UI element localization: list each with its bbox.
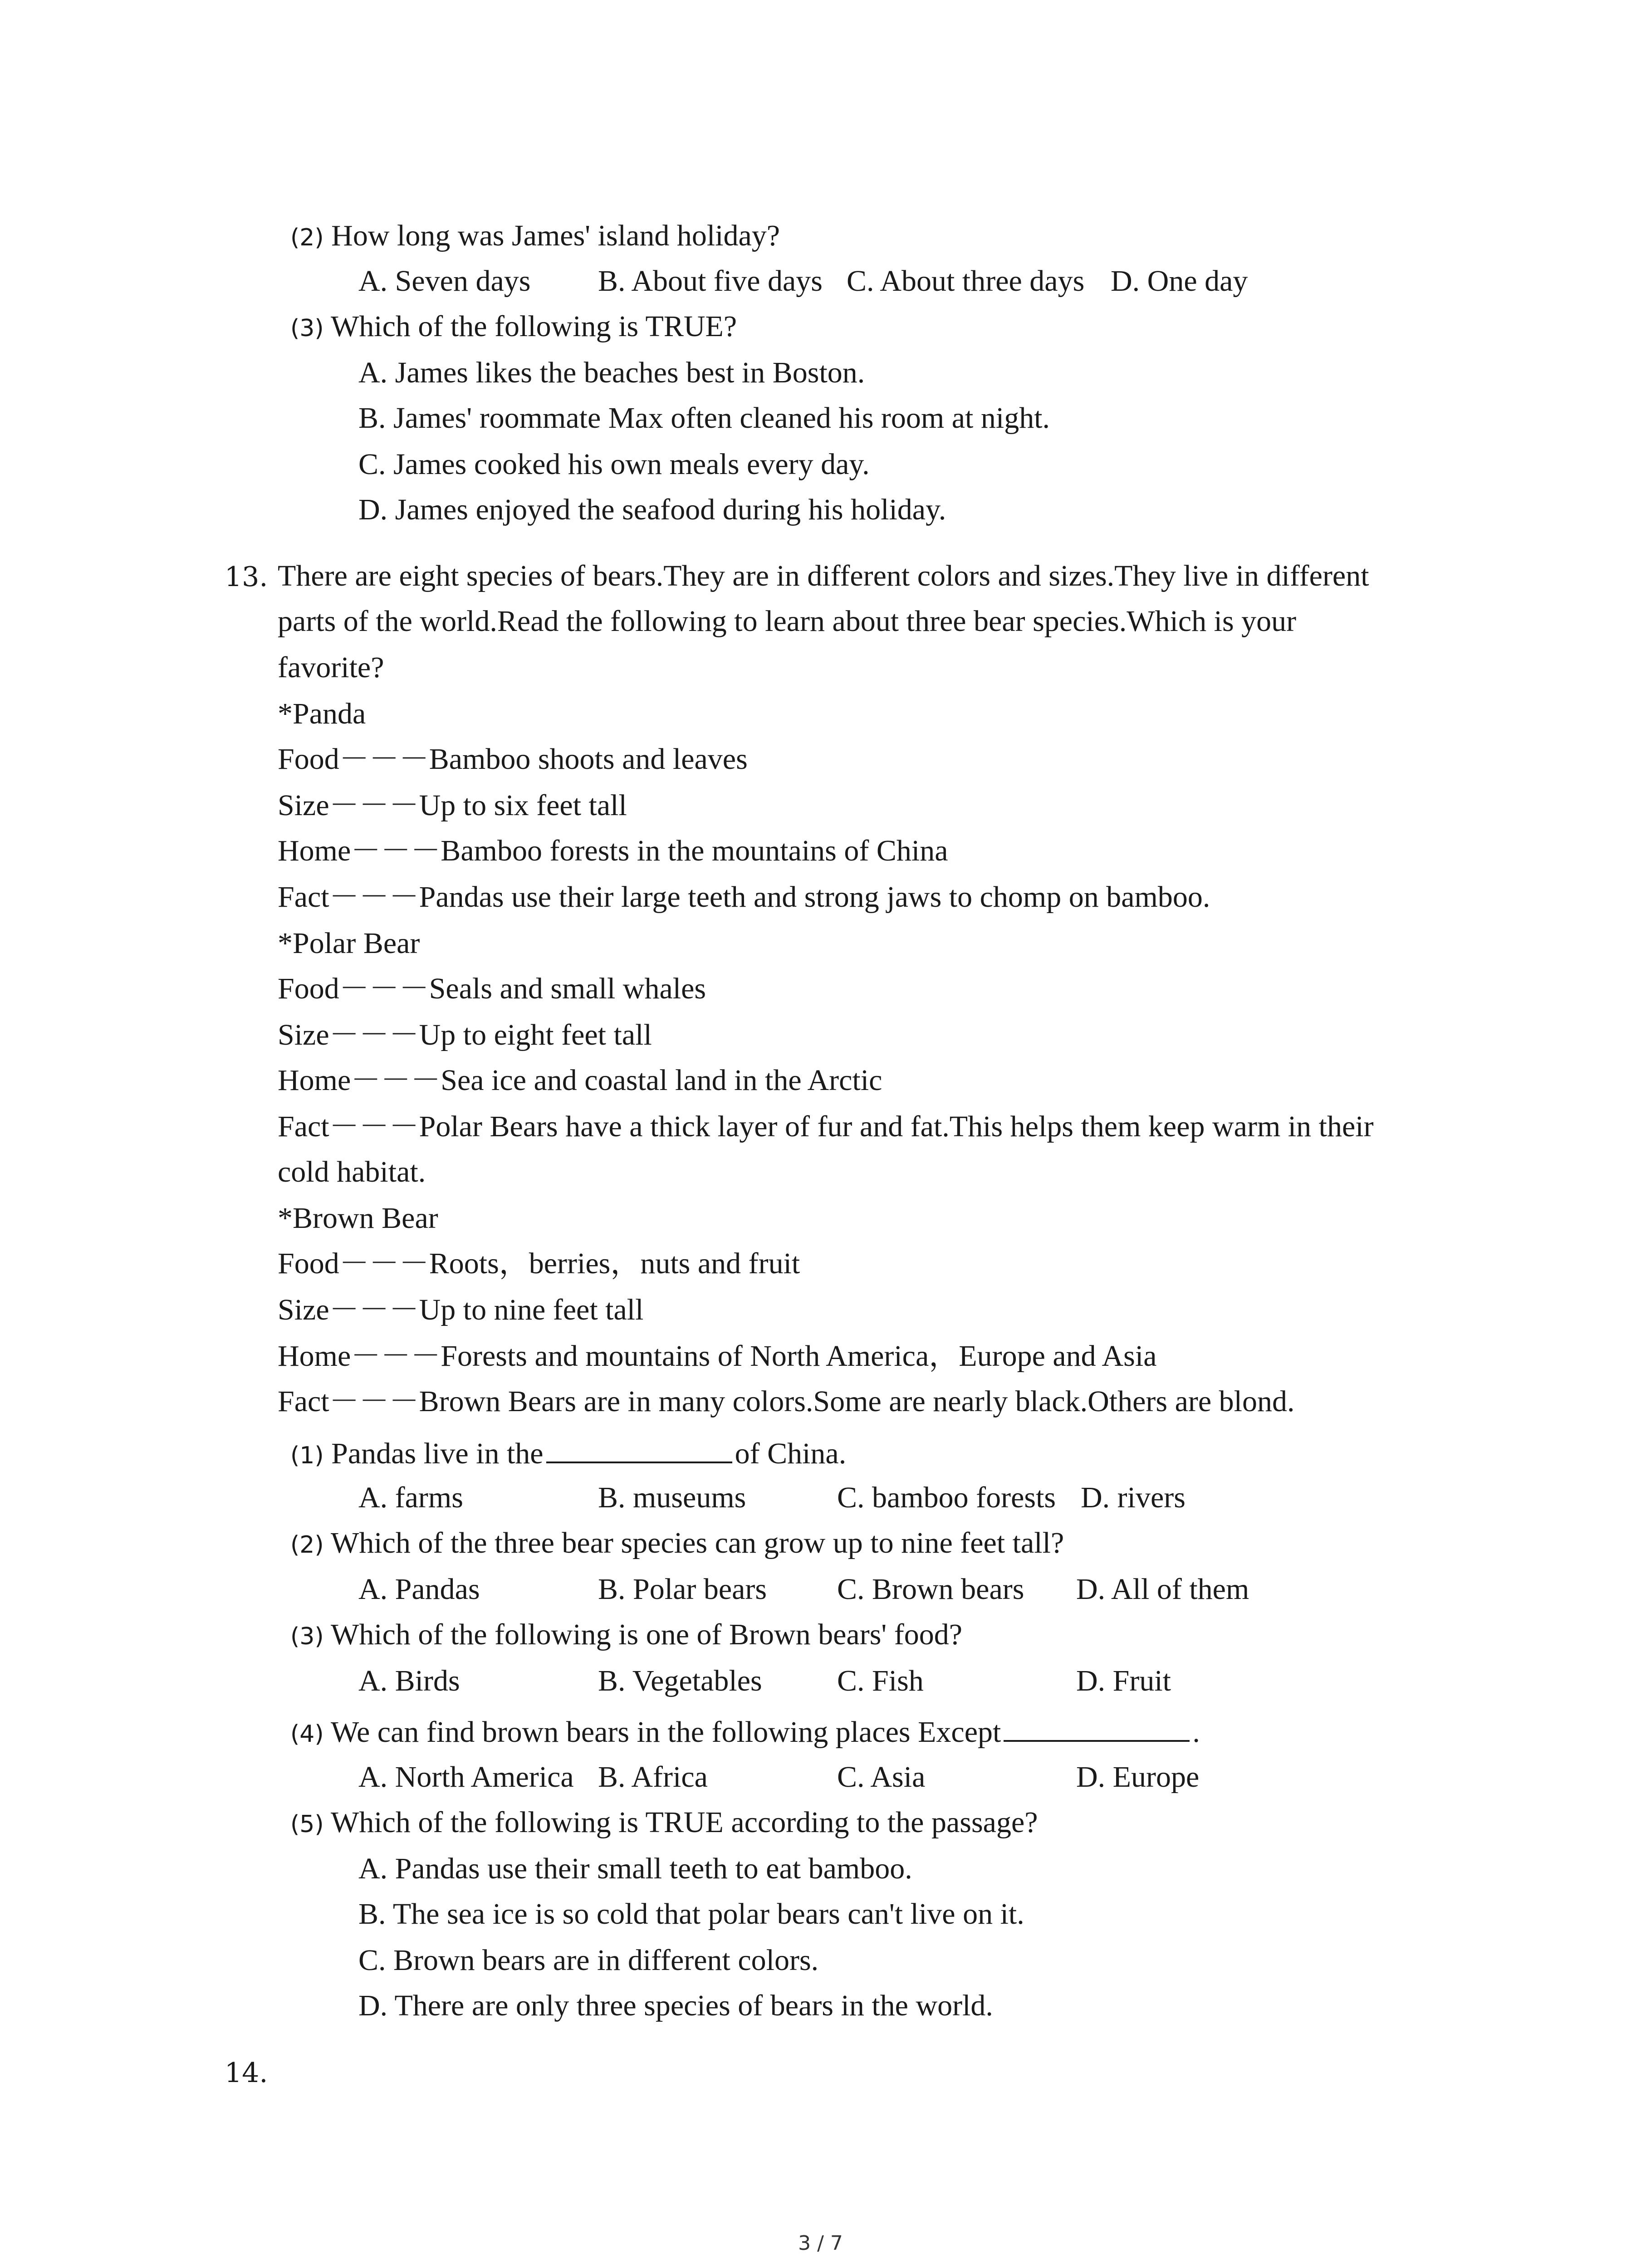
q12-sub3-marker: (3) <box>290 315 324 342</box>
q12-sub2-option-b: B. About five days <box>598 264 823 298</box>
passage-line: Home－－－Bamboo forests in the mountains of China <box>278 834 948 867</box>
q12-sub3-text: Which of the following is TRUE? <box>330 310 737 343</box>
passage-heading-panda: *Panda <box>278 697 366 730</box>
q14-number: 14. <box>225 2057 268 2089</box>
q13-intro-line-2: parts of the world.Read the following to learn about three bear species.Which is your <box>278 605 1297 638</box>
passage-heading-polar-bear: *Polar Bear <box>278 927 420 960</box>
q12-sub2-option-d: D. One day <box>1111 264 1248 298</box>
q13-sub1-answer-blank[interactable] <box>546 1434 732 1463</box>
q13-sub5-option-b: B. The sea ice is so cold that polar bears can't live on it. <box>358 1897 1024 1931</box>
q13-sub2-option-d: D. All of them <box>1076 1573 1249 1606</box>
q13-sub4-text-before: We can find brown bears in the following places Except <box>330 1716 1001 1749</box>
q13-sub4-marker: (4) <box>290 1721 324 1748</box>
passage-line: Size－－－Up to eight feet tall <box>278 1018 652 1051</box>
q13-sub3-option-c: C. Fish <box>837 1664 924 1697</box>
q13-sub1-question <box>290 1434 846 1474</box>
q13-sub1-option-c: C. bamboo forests <box>837 1481 1056 1514</box>
q13-sub3-marker: (3) <box>290 1623 324 1650</box>
passage-line: Food－－－Bamboo shoots and leaves <box>278 743 748 776</box>
q13-sub5-text: Which of the following is TRUE according to the passage? <box>330 1806 1038 1839</box>
q12-sub2-option-c: C. About three days <box>847 264 1085 298</box>
q13-sub5-option-d: D. There are only three species of bears in the world. <box>358 1989 993 2022</box>
q12-sub2-text: How long was James' island holiday? <box>331 219 780 252</box>
passage-line: Food－－－Seals and small whales <box>278 972 706 1005</box>
q12-sub3-option-b: B. James' roommate Max often cleaned his room at night. <box>358 401 1050 435</box>
q13-sub5-option-c: C. Brown bears are in different colors. <box>358 1944 819 1977</box>
passage-line: Fact－－－Brown Bears are in many colors.Some are nearly black.Others are blond. <box>278 1385 1295 1418</box>
q13-sub2-option-b: B. Polar bears <box>598 1573 767 1606</box>
q13-sub1-option-d: D. rivers <box>1081 1481 1185 1514</box>
q13-sub2-marker: (2) <box>290 1531 324 1559</box>
q12-sub3-option-d: D. James enjoyed the seafood during his holiday. <box>358 493 946 526</box>
q13-sub1-text-after: of China. <box>735 1437 847 1470</box>
passage-line: Home－－－Forests and mountains of North America，Europe and Asia <box>278 1339 1157 1373</box>
q13-sub1-text-before: Pandas live in the <box>331 1437 544 1470</box>
q13-sub2-option-a: A. Pandas <box>358 1573 480 1606</box>
passage-line: Home－－－Sea ice and coastal land in the Arctic <box>278 1064 882 1097</box>
q13-sub2-text: Which of the three bear species can grow up to nine feet tall? <box>330 1526 1064 1559</box>
q13-sub5-question <box>290 1804 1038 1843</box>
q13-sub2-option-c: C. Brown bears <box>837 1573 1024 1606</box>
q12-sub2-marker: (2) <box>290 224 324 251</box>
passage-heading-brown-bear: *Brown Bear <box>278 1202 438 1235</box>
q13-sub4-option-c: C. Asia <box>837 1760 926 1794</box>
q12-sub3-option-a: A. James likes the beaches best in Boston. <box>358 356 865 389</box>
q13-sub1-option-b: B. museums <box>598 1481 746 1514</box>
q13-intro-line-3: favorite? <box>278 651 384 684</box>
q13-sub4-question <box>290 1713 1200 1752</box>
q13-sub2-question <box>290 1525 1064 1563</box>
page-number: 3 / 7 <box>798 2232 843 2255</box>
q13-number: 13. <box>225 561 268 593</box>
passage-line: Size－－－Up to nine feet tall <box>278 1293 644 1326</box>
q12-sub3-question <box>290 308 737 347</box>
q13-intro-line-1: There are eight species of bears.They are in different colors and sizes.They live in different <box>278 559 1369 592</box>
q13-sub3-option-a: A. Birds <box>358 1664 460 1697</box>
passage-line: Fact－－－Polar Bears have a thick layer of fur and fat.This helps them keep warm in their <box>278 1110 1374 1143</box>
q13-sub3-option-b: B. Vegetables <box>598 1664 762 1697</box>
q13-sub4-option-b: B. Africa <box>598 1760 708 1794</box>
q13-sub4-option-d: D. Europe <box>1076 1760 1200 1794</box>
q13-sub1-marker: (1) <box>290 1442 324 1469</box>
q13-sub3-question <box>290 1617 962 1655</box>
q12-sub2-option-a: A. Seven days <box>358 264 531 298</box>
q13-sub4-answer-blank[interactable] <box>1004 1713 1190 1742</box>
passage-line: Fact－－－Pandas use their large teeth and strong jaws to chomp on bamboo. <box>278 880 1210 914</box>
q13-sub3-text: Which of the following is one of Brown bears' food? <box>330 1618 963 1651</box>
q13-sub1-option-a: A. farms <box>358 1481 463 1514</box>
passage-line: Size－－－Up to six feet tall <box>278 789 627 822</box>
q13-sub5-option-a: A. Pandas use their small teeth to eat bamboo. <box>358 1852 912 1885</box>
q13-sub4-text-after: . <box>1192 1716 1200 1749</box>
q13-sub4-option-a: A. North America <box>358 1760 574 1794</box>
q13-sub5-marker: (5) <box>290 1811 324 1838</box>
passage-line: cold habitat. <box>278 1155 426 1188</box>
q12-sub3-option-c: C. James cooked his own meals every day. <box>358 448 870 481</box>
q13-sub3-option-d: D. Fruit <box>1076 1664 1171 1697</box>
q12-sub2-question <box>290 218 780 256</box>
passage-line: Food－－－Roots，berries，nuts and fruit <box>278 1247 800 1280</box>
